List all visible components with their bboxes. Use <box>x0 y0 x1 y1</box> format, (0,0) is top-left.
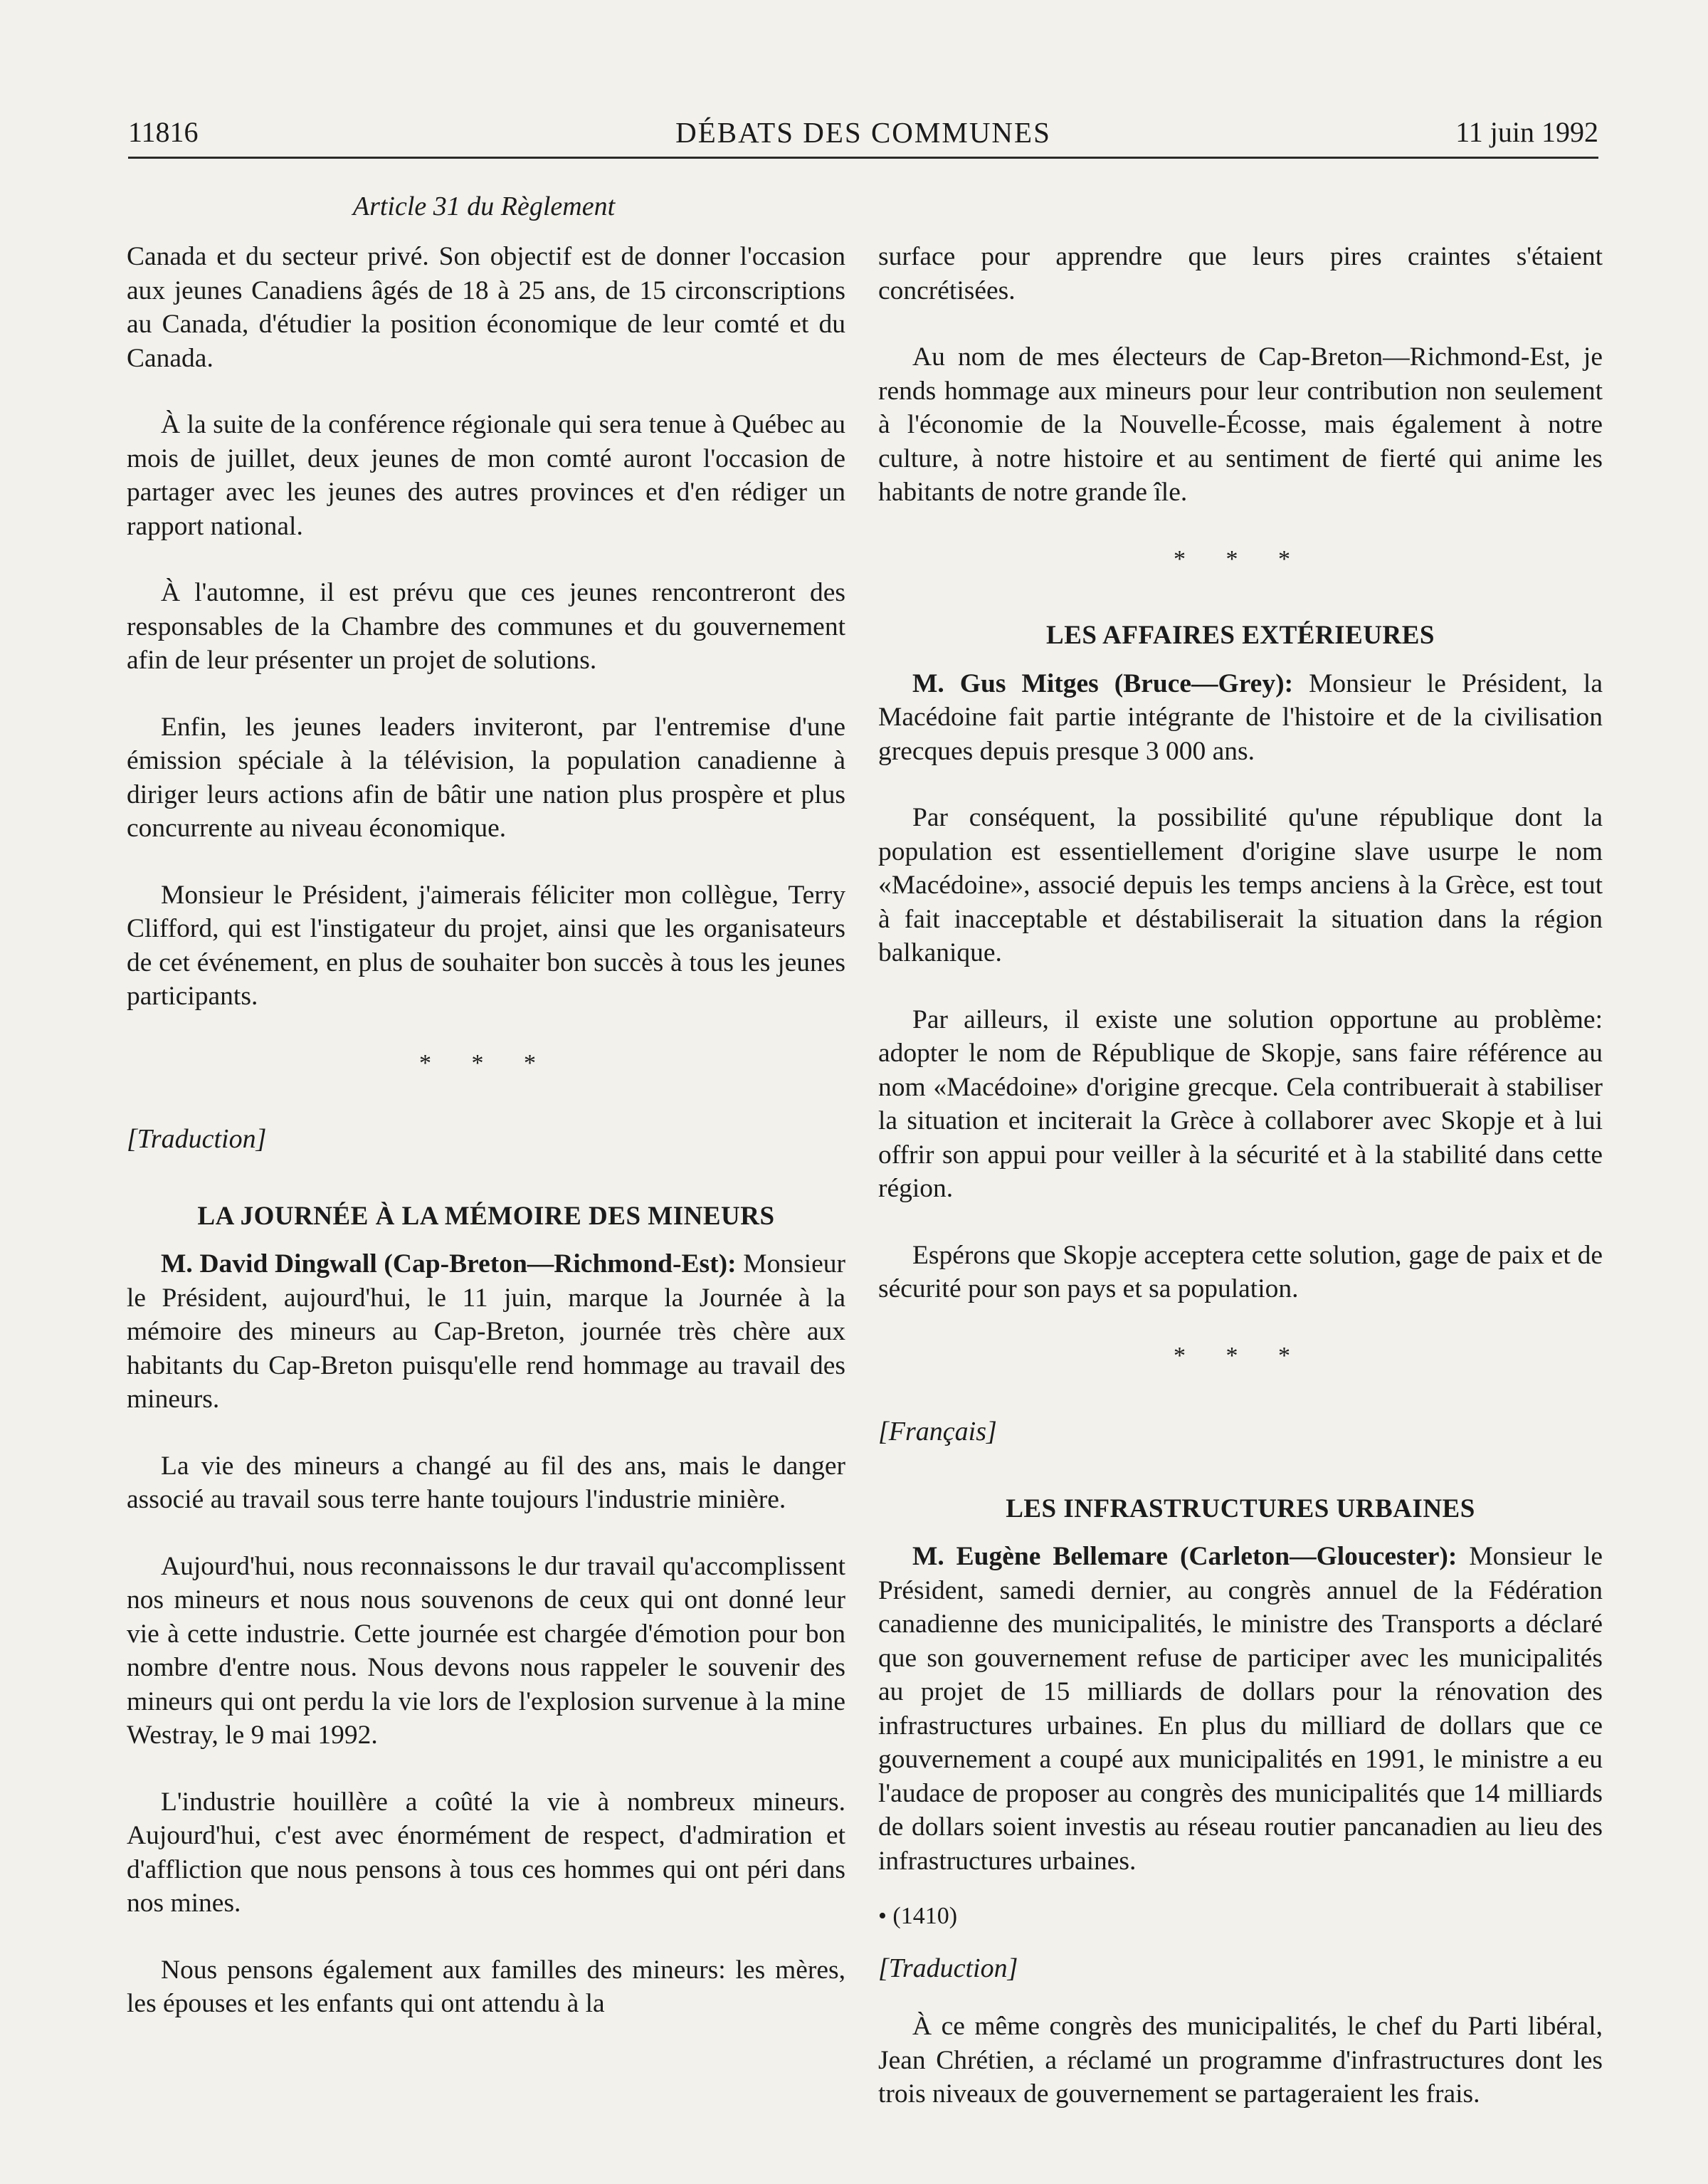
paragraph: Nous pensons également aux familles des mineurs: les mères, les épouses et les enfants qui ont attendu à la <box>127 1955 845 2018</box>
translation-tag-text: [Traduction] <box>878 1953 1018 1983</box>
paragraph: Espérons que Skopje acceptera cette solution, gage de paix et de sécurité pour son pays et sa population. <box>878 1240 1603 1303</box>
right-column <box>878 240 1603 2144</box>
paragraph: Monsieur le Président, aujourd'hui, le 11 juin, marque la Journée à la mémoire des mineurs au Cap-Breton, journée très chère aux habitants du Cap-Breton puisqu'elle rend hommage au travail des mineurs. <box>127 1249 845 1414</box>
speaker-name: M. David Dingwall (Cap-Breton—Richmond-Est): <box>161 1249 737 1279</box>
paragraph: Aujourd'hui, nous reconnaissons le dur travail qu'accomplissent nos mineurs et nous nous souvenons de ceux qui ont donné leur vie à cette industrie. Cette journée est chargée d'émotion pour bon nombre d'entre nous. Nous devons nous rappeler le souvenir des mineurs qui ont perdu la vie lors de l'explosion survenue à la mine Westray, le 9 mai 1992. <box>127 1551 845 1750</box>
french-tag <box>878 1415 1603 1449</box>
page-number: 11816 <box>128 116 199 148</box>
paragraph: Enfin, les jeunes leaders inviteront, par l'entremise d'une émission spéciale à la télévision, la population canadienne à diriger leurs actions afin de bâtir une nation plus prospère et plus concurrente au niveau économique. <box>127 712 845 843</box>
translation-tag <box>127 1123 845 1157</box>
speaker-name: M. Eugène Bellemare (Carleton—Gloucester): <box>912 1542 1457 1571</box>
section-separator: * * * <box>419 1049 553 1076</box>
left-column <box>127 240 845 2054</box>
paragraph: Par conséquent, la possibilité qu'une république dont la population est essentiellement d'origine slave usurpe le nom «Macédoine», associé depuis les temps anciens à la Grèce, est tout à fait inacceptable et déstabiliserait la situation dans la région balkanique. <box>878 803 1603 967</box>
paragraph: Au nom de mes électeurs de Cap-Breton—Richmond-Est, je rends hommage aux mineurs pour leur contribution non seulement à l'économie de la Nouvelle-Écosse, mais également à notre culture, à notre histoire et au sentiment de fierté qui anime les habitants de notre grande île. <box>878 342 1603 507</box>
speaker-name: M. Gus Mitges (Bruce—Grey): <box>912 668 1294 698</box>
page-date: 11 juin 1992 <box>1455 116 1598 148</box>
section-heading: LES INFRASTRUCTURES URBAINES <box>1006 1493 1475 1523</box>
paragraph: Monsieur le Président, j'aimerais féliciter mon collègue, Terry Clifford, qui est l'instigateur du projet, ainsi que les organisateurs de cet événement, en plus de souhaiter bon succès à tous les jeunes participants. <box>127 880 845 1011</box>
paragraph: Monsieur le Président, samedi dernier, au congrès annuel de la Fédération canadienne des municipalités, le ministre des Transports a déclaré que son gouvernement refuse de participer avec les municipalités au projet de 15 milliards de dollars pour la rénovation des infrastructures urbaines. En plus du milliard de dollars que ce gouvernement a coupé aux municipalités en 1991, le ministre a eu l'audace de proposer au congrès des municipalités que 14 milliards de dollars soient investis au réseau routier pancanadien au lieu des infrastructures urbaines. <box>878 1542 1603 1876</box>
section-heading: LES AFFAIRES EXTÉRIEURES <box>1046 621 1435 650</box>
section-separator: * * * <box>1174 1342 1307 1369</box>
paragraph: Monsieur le Président, la Macédoine fait partie intégrante de l'histoire et de la civilisation grecques depuis presque 3 000 ans. <box>878 668 1603 766</box>
paragraph: L'industrie houillère a coûté la vie à nombreux mineurs. Aujourd'hui, c'est avec énormément de respect, d'admiration et d'affliction que nous pensons à tous ces hommes qui ont péri dans nos mines. <box>127 1787 845 1918</box>
section-subheading: Article 31 du Règlement <box>352 191 616 221</box>
page-header <box>128 112 1598 159</box>
paragraph: À la suite de la conférence régionale qui sera tenue à Québec au mois de juillet, deux jeunes de mon comté auront l'occasion de partager avec les jeunes des autres provinces et d'en rédiger un rapport national. <box>127 410 845 541</box>
paragraph: La vie des mineurs a changé au fil des ans, mais le danger associé au travail sous terre hante toujours l'industrie minière. <box>127 1451 845 1514</box>
paragraph: Par ailleurs, il existe une solution opportune au problème: adopter le nom de République de Skopje, sans faire référence au nom «Macédoine» d'origine grecque. Cela contribuerait à stabiliser la situation et inciterait la Grèce à collaborer avec Skopje et à lui offrir son appui pour veiller à la sécurité et à la stabilité dans cette région. <box>878 1004 1603 1203</box>
translation-tag <box>878 1952 1603 1986</box>
paragraph: À ce même congrès des municipalités, le chef du Parti libéral, Jean Chrétien, a réclamé un programme d'infrastructures dont les trois niveaux de gouvernement se partageraient les frais. <box>878 2012 1603 2109</box>
section-heading: LA JOURNÉE À LA MÉMOIRE DES MINEURS <box>197 1201 775 1231</box>
paragraph: Canada et du secteur privé. Son objectif est de donner l'occasion aux jeunes Canadiens âgés de 18 à 25 ans, de 15 circonscriptions au Canada, d'étudier la position économique de leur comté et du Canada. <box>127 242 845 373</box>
section-separator: * * * <box>1174 545 1307 572</box>
french-tag-text: [Français] <box>878 1417 997 1447</box>
publication-title: DÉBATS DES COMMUNES <box>675 116 1051 149</box>
paragraph: À l'automne, il est prévu que ces jeunes rencontreront des responsables de la Chambre des communes et du gouvernement afin de leur présenter un projet de solutions. <box>127 578 845 675</box>
paragraph: surface pour apprendre que leurs pires craintes s'étaient concrétisées. <box>878 242 1603 305</box>
time-marker: • (1410) <box>878 1903 958 1929</box>
translation-tag-text: [Traduction] <box>127 1124 267 1154</box>
